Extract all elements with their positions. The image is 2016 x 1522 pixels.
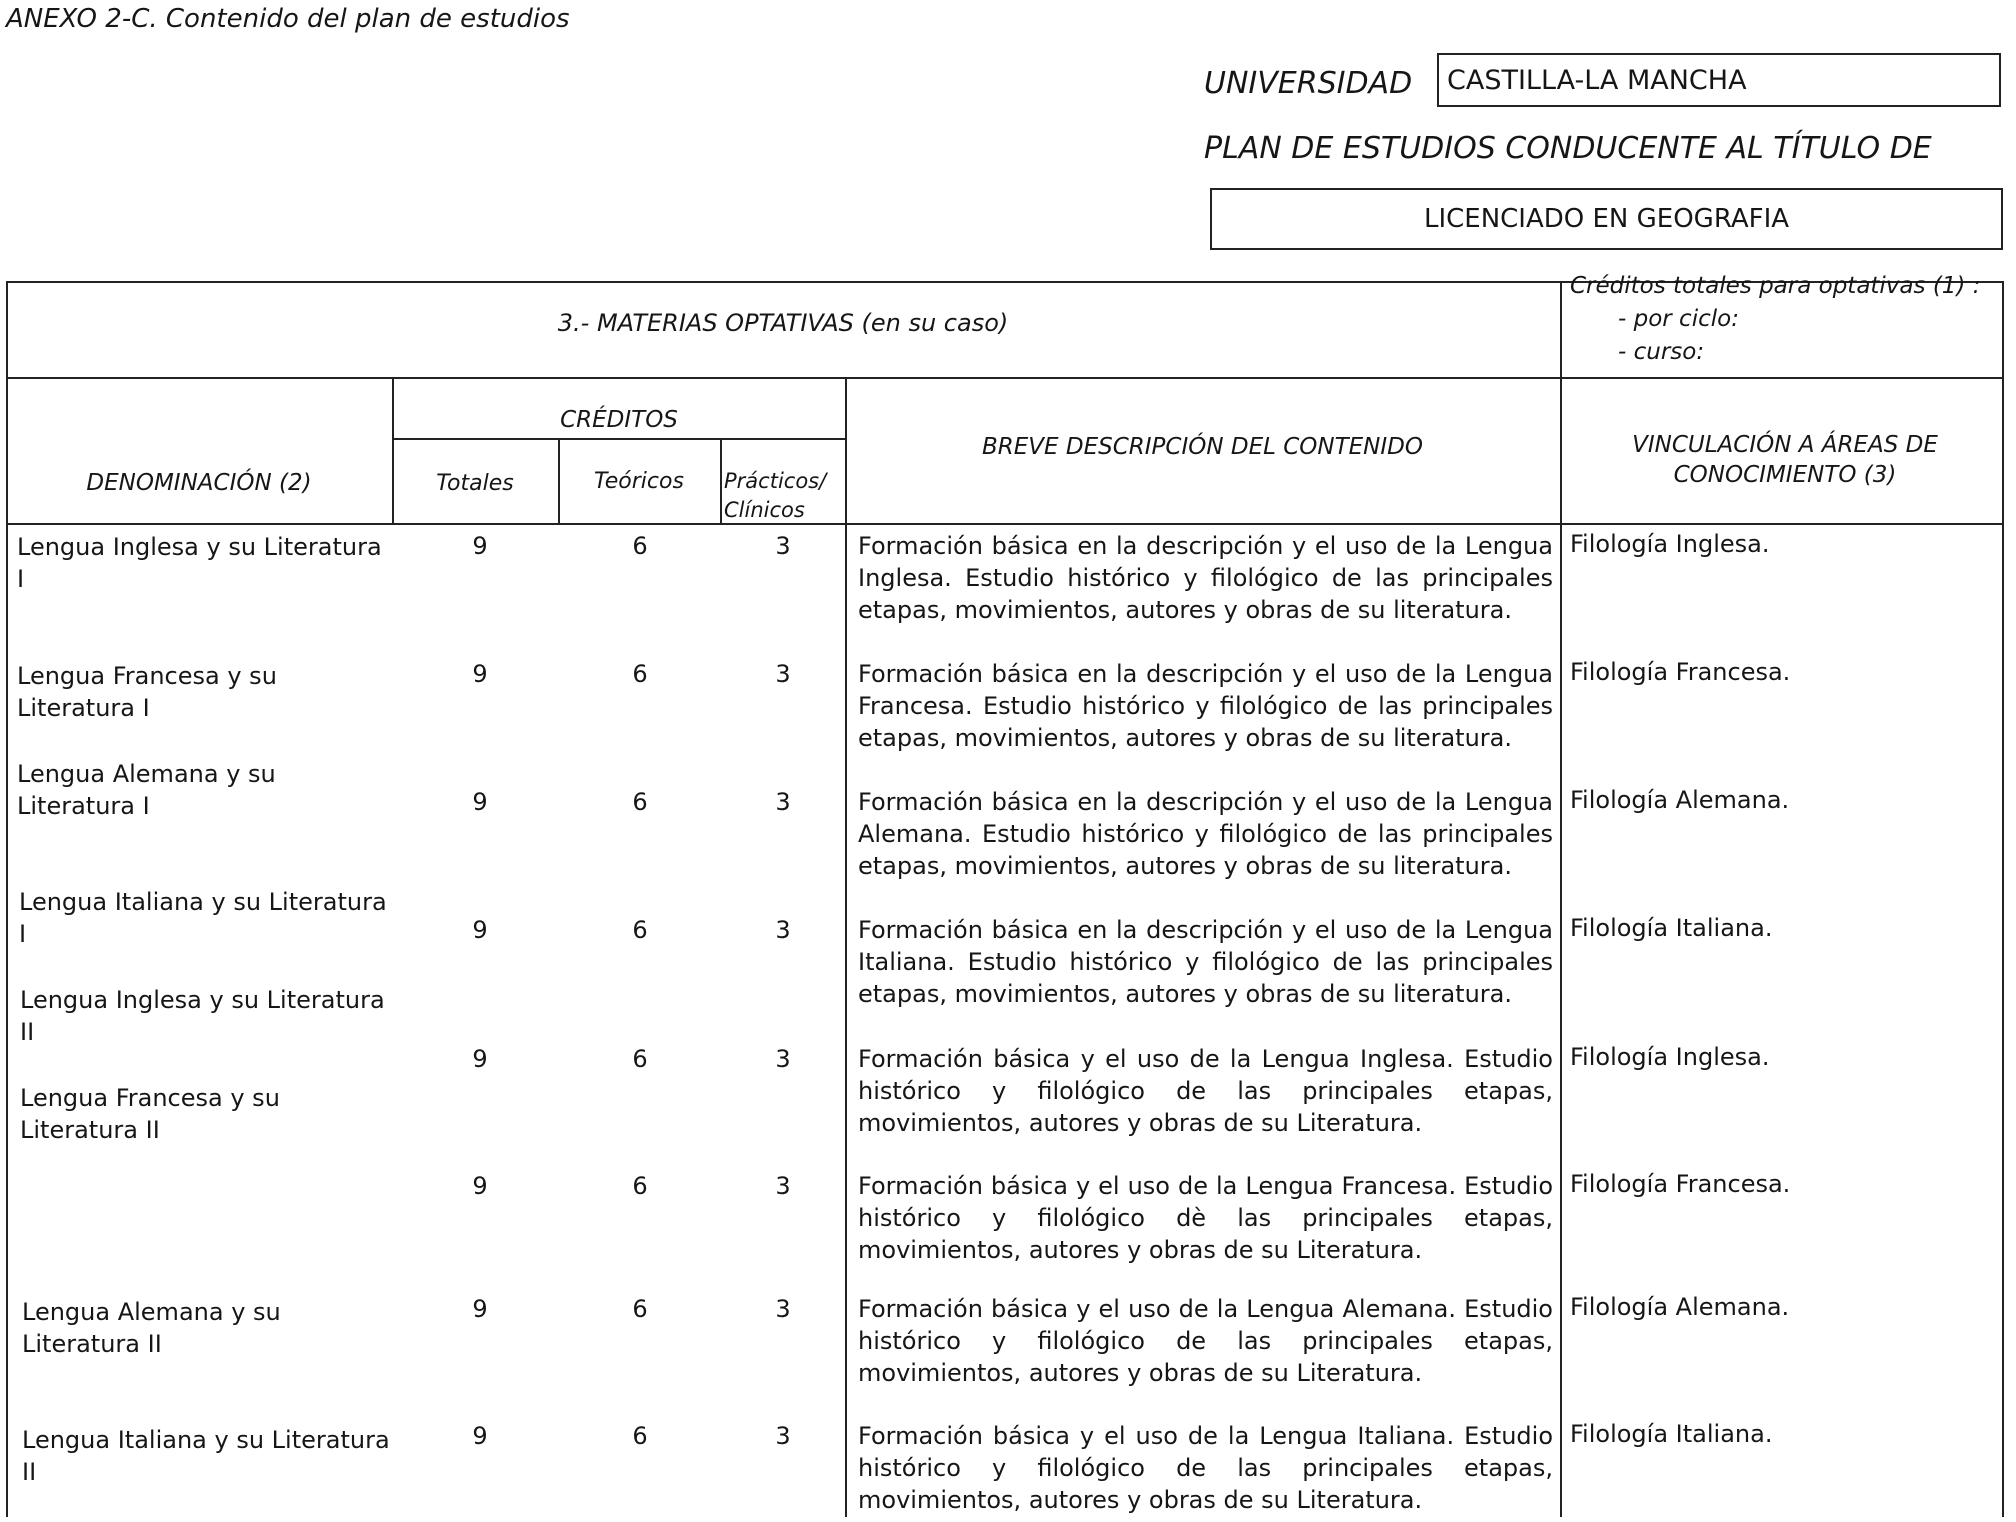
- row-descripcion: Formación básica en la descripción y el uso de la Lengua Inglesa. Estudio histórico y filológico de las principales etapas, movimientos, autores y obras de su literatura.: [858, 532, 1553, 624]
- credit-teoricos: 6: [632, 1422, 648, 1450]
- row-descripcion: Formación básica en la descripción y el uso de la Lengua Italiana. Estudio histórico y filológico de las principales etapas, movimientos, autores y obras de su literatura.: [858, 916, 1553, 1008]
- credit-totales: 9: [472, 1172, 488, 1200]
- credit-practicos: 3: [775, 660, 791, 688]
- denominacion-1: Lengua Inglesa y su Literatura I: [17, 533, 382, 593]
- header-descripcion: BREVE DESCRIPCIÓN DEL CONTENIDO: [982, 434, 1423, 460]
- credit-totales: 9: [472, 532, 488, 560]
- credit-totales: 9: [472, 660, 488, 688]
- row-vinculacion: Filología Italiana.: [1570, 914, 1773, 942]
- credit-practicos: 3: [775, 1172, 791, 1200]
- row-descripcion: Formación básica en la descripción y el uso de la Lengua Francesa. Estudio histórico y filológico de las principales etapas, movimientos, autores y obras de su literatura.: [858, 660, 1553, 752]
- header-denominacion: DENOMINACIÓN (2): [86, 470, 312, 496]
- credit-practicos: 3: [775, 788, 791, 816]
- credit-teoricos: 6: [632, 532, 648, 560]
- row-vinculacion: Filología Inglesa.: [1570, 1043, 1770, 1071]
- row-descripcion: Formación básica y el uso de la Lengua Inglesa. Estudio histórico y filológico de las principales etapas, movimientos, autores y obras de su Literatura.: [858, 1045, 1553, 1137]
- row-vinculacion: Filología Inglesa.: [1570, 530, 1770, 558]
- header-creditos: CRÉDITOS: [560, 407, 678, 433]
- credit-totales: 9: [472, 1295, 488, 1323]
- row-descripcion: Formación básica en la descripción y el uso de la Lengua Alemana. Estudio histórico y filológico de las principales etapas, movimientos, autores y obras de su literatura.: [858, 788, 1553, 880]
- credits-note-curso: - curso:: [1618, 339, 1705, 365]
- titulo-field: LICENCIADO EN GEOGRAFIA: [1210, 188, 2003, 250]
- annex-title: ANEXO 2-C. Contenido del plan de estudios: [6, 4, 570, 34]
- row-vinculacion: Filología Italiana.: [1570, 1420, 1773, 1448]
- row-descripcion: Formación básica y el uso de la Lengua Francesa. Estudio histórico y filológico dè las principales etapas, movimientos, autores y obras de su Literatura.: [858, 1172, 1553, 1264]
- credit-practicos: 3: [775, 916, 791, 944]
- credit-teoricos: 6: [632, 1045, 648, 1073]
- credits-note-total: Créditos totales para optativas (1) :: [1570, 273, 1981, 299]
- credit-teoricos: 6: [632, 1295, 648, 1323]
- denominacion-7: Lengua Alemana y su Literatura II: [22, 1298, 281, 1358]
- denominacion-5: Lengua Inglesa y su Literatura II: [20, 986, 385, 1046]
- row-descripcion: Formación básica y el uso de la Lengua Italiana. Estudio histórico y filológico de las principales etapas, movimientos, autores y obras de su Literatura.: [858, 1422, 1553, 1514]
- credit-practicos: 3: [775, 1295, 791, 1323]
- credit-totales: 9: [472, 1045, 488, 1073]
- credit-totales: 9: [472, 1422, 488, 1450]
- credit-totales: 9: [472, 916, 488, 944]
- credit-teoricos: 6: [632, 916, 648, 944]
- denominacion-2: Lengua Francesa y su Literatura I: [17, 662, 277, 722]
- credit-practicos: 3: [775, 532, 791, 560]
- credit-practicos: 3: [775, 1045, 791, 1073]
- row-vinculacion: Filología Francesa.: [1570, 658, 1791, 686]
- universidad-label: UNIVERSIDAD: [1204, 66, 1413, 101]
- denominacion-4: Lengua Italiana y su Literatura I: [19, 888, 387, 948]
- header-totales: Totales: [436, 471, 514, 496]
- credit-totales: 9: [472, 788, 488, 816]
- credits-note: [1570, 270, 2000, 369]
- header-teoricos: Teóricos: [594, 469, 684, 494]
- plan-label: PLAN DE ESTUDIOS CONDUCENTE AL TÍTULO DE: [1204, 131, 1932, 166]
- denominacion-8: Lengua Italiana y su Literatura II: [22, 1426, 390, 1486]
- universidad-field: CASTILLA-LA MANCHA: [1437, 53, 2001, 107]
- row-vinculacion: Filología Francesa.: [1570, 1170, 1791, 1198]
- denominacion-6: Lengua Francesa y su Literatura II: [20, 1084, 280, 1144]
- credits-note-ciclo: - por ciclo:: [1618, 306, 1739, 332]
- credit-practicos: 3: [775, 1422, 791, 1450]
- header-practicos: Prácticos/ Clínicos: [724, 469, 827, 522]
- credit-teoricos: 6: [632, 660, 648, 688]
- row-descripcion: Formación básica y el uso de la Lengua Alemana. Estudio histórico y filológico de las principales etapas, movimientos, autores y obras de su Literatura.: [858, 1295, 1553, 1387]
- row-vinculacion: Filología Alemana.: [1570, 1293, 1790, 1321]
- denominacion-3: Lengua Alemana y su Literatura I: [17, 760, 276, 820]
- header-vinculacion: VINCULACIÓN A ÁREAS DE CONOCIMIENTO (3): [1632, 432, 1938, 488]
- credit-teoricos: 6: [632, 1172, 648, 1200]
- credit-teoricos: 6: [632, 788, 648, 816]
- section-title: 3.- MATERIAS OPTATIVAS (en su caso): [557, 309, 1009, 337]
- row-vinculacion: Filología Alemana.: [1570, 786, 1790, 814]
